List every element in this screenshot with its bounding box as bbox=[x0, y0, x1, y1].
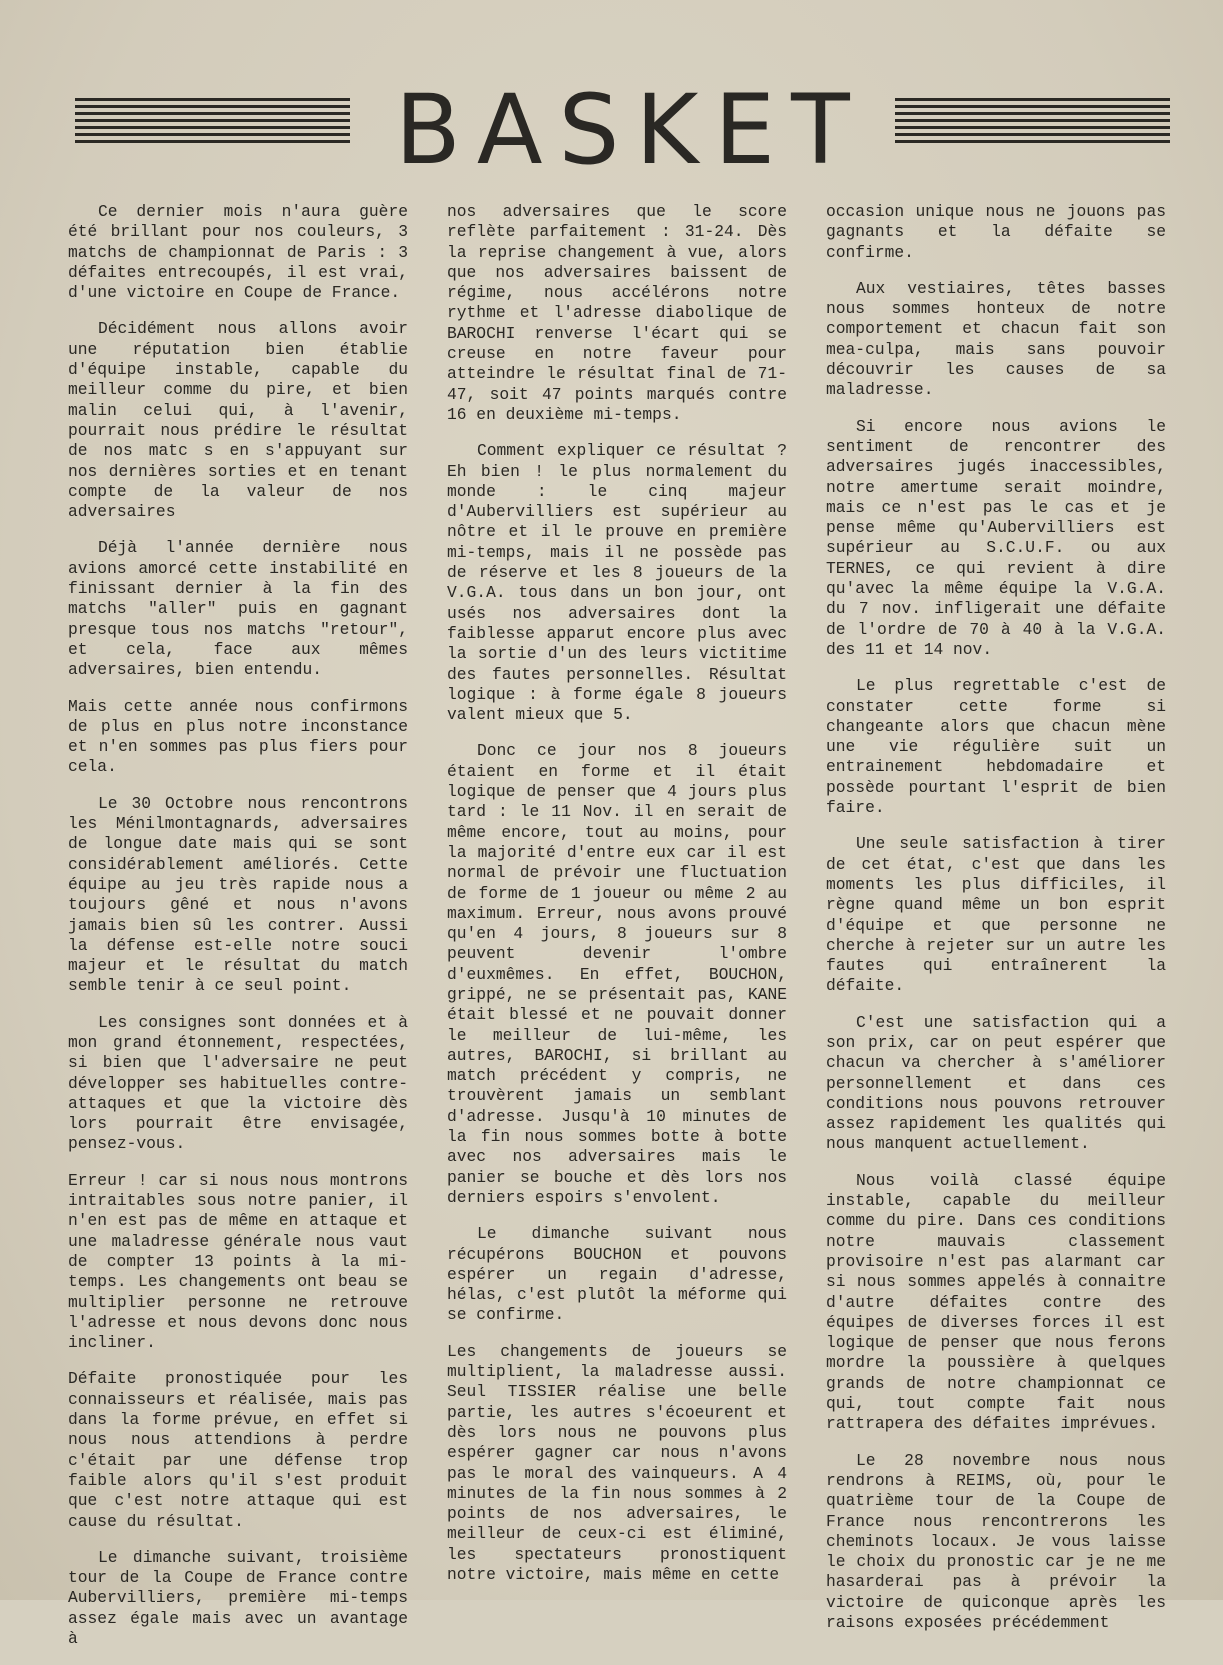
page-title: BASKET bbox=[395, 74, 866, 186]
paragraph: Le 28 novembre nous nous rendrons à REIMS, où, pour le quatrième tour de la Coupe de France nous rencontrerons les cheminots locaux. Je vous laisse le choix du pronostic car je ne me hasarderai pas à prévoir la victoire de quiconque après les raisons exposées précédemment bbox=[826, 1450, 1166, 1632]
paragraph: Déjà l'année dernière nous avions amorcé cette instabilité en finissant dernier à la fin des matchs "aller" puis en gagnant presque tous nos matchs "retour", et cela, face aux mêmes adversaires, bien entendu. bbox=[68, 538, 408, 680]
paragraph: Décidément nous allons avoir une réputation bien établie d'équipe instable, capable du meilleur comme du pire, et bien malin celui qui, à l'avenir, pourrait nous prédire le résultat de nos matc s en s'appuyant sur nos dernières sorties et en tenant compte de la valeur de nos adversaires bbox=[68, 319, 408, 522]
paragraph: Ce dernier mois n'aura guère été brillant pour nos couleurs, 3 matchs de championnat de Paris : 3 défaites entrecoupés, il est vrai, d'une victoire en Coupe de France. bbox=[68, 202, 408, 303]
paragraph: Si encore nous avions le sentiment de rencontrer des adversaires jugés inaccessibles, notre amertume serait moindre, mais ce n'est pas le cas et je pense même qu'Aubervilliers est supérieur au S.C.U.F. ou aux TERNES, ce qui revient à dire qu'avec la même équipe la V.G.A. du 7 nov. infligerait une défaite de l'ordre de 70 à 40 à la V.G.A. des 11 et 14 nov. bbox=[826, 416, 1166, 659]
paragraph: Nous voilà classé équipe instable, capable du meilleur comme du pire. Dans ces conditions notre mauvais classement provisoire n'est pas alarmant car si nous sommes appelés à connaitre d'autre défaites contre des équipes de diverses forces il est logique de penser que nous ferons mordre la poussière à quelques grands de notre championnat ce qui, tout compte fait nous rattrapera des défaites imprévues. bbox=[826, 1170, 1166, 1434]
paragraph: Donc ce jour nos 8 joueurs étaient en forme et il était logique de penser que 4 jours plus tard : le 11 Nov. il en serait de même encore, tout au moins, pour la majorité d'entre eux car il est normal de prévoir une fluctuation de forme de 1 joueur ou même 2 au maximum. Erreur, nous avons prouvé qu'en 4 jours, 8 joueurs sur 8 peuvent devenir l'ombre d'euxmêmes. En effet, BOUCHON, grippé, ne se présentait pas, KANE était blessé et ne pouvait donner le meilleur de lui-même, les autres, BAROCHI, si brillant au match précédent y compris, ne trouvèrent jamais un semblant d'adresse. Jusqu'à 10 minutes de la fin nous sommes botte à botte avec nos adversaires mais le panier se bouche et dès lors nos derniers espoirs s'envolent. bbox=[447, 741, 787, 1207]
paragraph: occasion unique nous ne jouons pas gagnants et la défaite se confirme. bbox=[826, 202, 1166, 262]
paragraph: Le 30 Octobre nous rencontrons les Ménilmontagnards, adversaires de longue date mais qui se sont considérablement améliorés. Cette équipe au jeu très rapide nous a toujours gêné et nous n'avons jamais bien sû les contrer. Aussi la défense est-elle notre souci majeur et le résultat du match semble tenir à ce seul point. bbox=[68, 793, 408, 996]
paragraph: Mais cette année nous confirmons de plus en plus notre inconstance et n'en sommes pas plus fiers pour cela. bbox=[68, 696, 408, 777]
paragraph: Les changements de joueurs se multiplient, la maladresse aussi. Seul TISSIER réalise une belle partie, les autres s'écoeurent et dès lors nous ne pouvons plus espérer gagner car nous n'avons pas le moral des vainqueurs. A 4 minutes de la fin nous sommes à 2 points de nos adversaires, le meilleur de ceux-ci est éliminé, les spectateurs pronostiquent notre victoire, mais même en cette bbox=[447, 1341, 787, 1584]
paragraph: Les consignes sont données et à mon grand étonnement, respectées, si bien que l'adversaire ne peut développer ses habituelles contre-attaques et que la victoire dès lors pourrait être envisagée, pensez-vous. bbox=[68, 1012, 408, 1154]
paragraph: Comment expliquer ce résultat ? Eh bien ! le plus normalement du monde : le cinq majeur d'Aubervilliers est supérieur au nôtre et il le prouve en première mi-temps, mais il ne possède pas de réserve et les 8 joueurs de la V.G.A. tous dans un bon jour, ont usés nos adversaires dont la faiblesse apparut encore plus avec la sortie d'un des leurs victitime des fautes personnelles. Résultat logique : à forme égale 8 joueurs valent mieux que 5. bbox=[447, 441, 787, 725]
column-3 bbox=[826, 202, 1166, 1649]
paragraph: C'est une satisfaction qui a son prix, car on peut espérer que chacun va chercher à s'améliorer personnellement et dans ces conditions nous pouvons retrouver assez rapidement les qualités qui nous manquent actuellement. bbox=[826, 1012, 1166, 1154]
paragraph: Le plus regrettable c'est de constater cette forme si changeante alors que chacun mène une vie régulière suit un entrainement hebdomadaire et possède pourtant l'esprit de bien faire. bbox=[826, 676, 1166, 818]
paragraph: Le dimanche suivant, troisième tour de la Coupe de France contre Aubervilliers, première mi-temps assez égale mais avec un avantage à bbox=[68, 1547, 408, 1648]
paragraph: Le dimanche suivant nous récupérons BOUCHON et pouvons espérer un regain d'adresse, hélas, c'est plutôt la méforme qui se confirme. bbox=[447, 1224, 787, 1325]
paragraph: Défaite pronostiquée pour les connaisseurs et réalisée, mais pas dans la forme prévue, en effet si nous nous attendions à perdre c'était par une défense trop faible alors qu'il s'est produit que c'est notre attaque qui est cause du résultat. bbox=[68, 1369, 408, 1531]
right-rule-lines bbox=[895, 98, 1170, 150]
paragraph: nos adversaires que le score reflète parfaitement : 31-24. Dès la reprise changement à vue, alors que nos adversaires baissent de régime, nous accélérons notre rythme et l'adresse diabolique de BAROCHI renverse l'écart qui se creuse en notre faveur pour atteindre le résultat final de 71-47, soit 47 points marqués contre 16 en deuxième mi-temps. bbox=[447, 202, 787, 424]
left-rule-lines bbox=[75, 98, 350, 150]
header bbox=[75, 74, 1170, 186]
paragraph: Erreur ! car si nous nous montrons intraitables sous notre panier, il n'en est pas de même en attaque et une maladresse générale nous vaut de compter 13 points à la mi-temps. Les changements ont beau se multiplier personne ne retrouve l'adresse et nous devons donc nous incliner. bbox=[68, 1170, 408, 1353]
paragraph: Aux vestiaires, têtes basses nous sommes honteux de notre comportement et chacun fait son mea-culpa, mais sans pouvoir découvrir les causes de sa maladresse. bbox=[826, 278, 1166, 400]
column-1 bbox=[68, 202, 408, 1665]
paragraph: Une seule satisfaction à tirer de cet état, c'est que dans les moments les plus difficiles, il règne quand même un bon esprit d'équipe et que personne ne cherche à rejeter sur un autre les fautes qui entraînerent la défaite. bbox=[826, 834, 1166, 996]
column-2 bbox=[447, 202, 787, 1601]
